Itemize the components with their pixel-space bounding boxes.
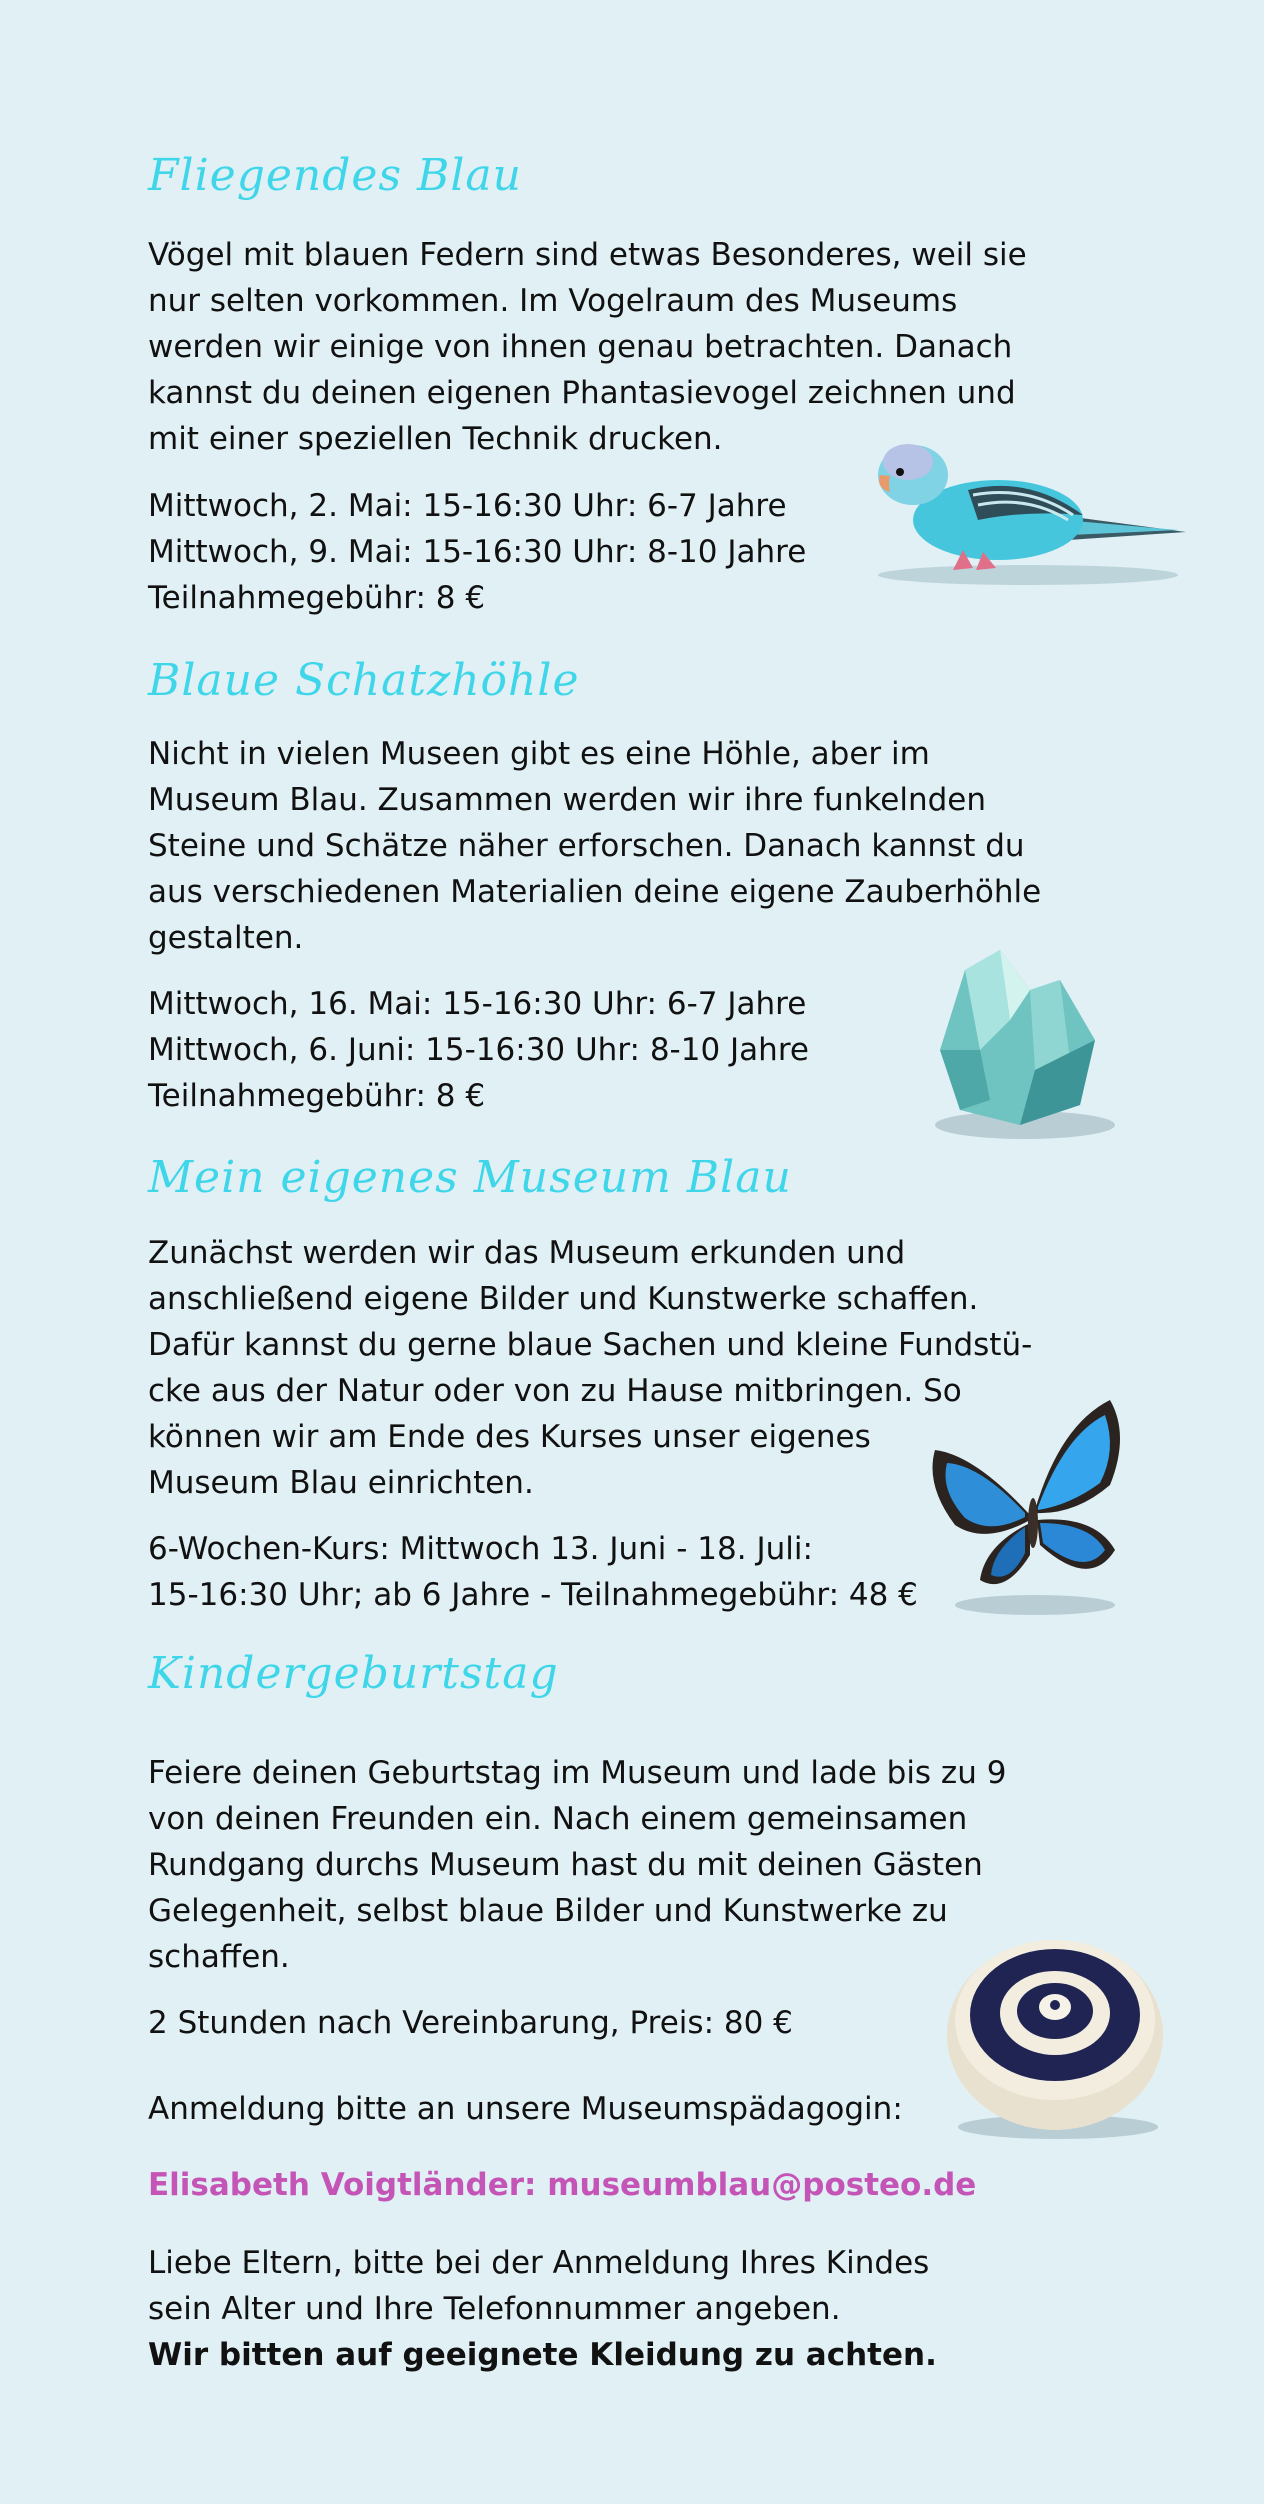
detail-line: Mittwoch, 9. Mai: 15-16:30 Uhr: 8-10 Jahre	[148, 534, 807, 570]
body-line: Dafür kannst du gerne blaue Sachen und kleine Fundstü-	[148, 1327, 1033, 1363]
note-bold-line: Wir bitten auf geeignete Kleidung zu achten.	[148, 2337, 937, 2373]
body-line: Vögel mit blauen Federn sind etwas Besonderes, weil sie	[148, 237, 1027, 273]
section-details-mein-eigenes-museum-blau	[148, 1526, 1048, 1618]
section-title-fliegendes-blau: Fliegendes Blau	[148, 150, 523, 201]
body-line: anschließend eigene Bilder und Kunstwerke schaffen.	[148, 1281, 979, 1317]
body-line: nur selten vorkommen. Im Vogelraum des Museums	[148, 283, 958, 319]
registration-intro	[148, 2086, 1048, 2132]
section-title-kindergeburtstag: Kindergeburtstag	[148, 1648, 559, 1699]
body-line: Gelegenheit, selbst blaue Bilder und Kunstwerke zu	[148, 1893, 948, 1929]
detail-line: 6-Wochen-Kurs: Mittwoch 13. Juni - 18. Juli:	[148, 1531, 813, 1567]
detail-line: Mittwoch, 16. Mai: 15-16:30 Uhr: 6-7 Jahre	[148, 986, 807, 1022]
body-line: Feiere deinen Geburtstag im Museum und lade bis zu 9	[148, 1755, 1007, 1791]
section-body-blaue-schatzhoehle	[148, 731, 1048, 961]
section-body-kindergeburtstag	[148, 1750, 1048, 1980]
body-line: mit einer speziellen Technik drucken.	[148, 421, 723, 457]
body-line: Steine und Schätze näher erforschen. Danach kannst du	[148, 828, 1025, 864]
registration-note	[148, 2240, 1048, 2378]
section-title-mein-eigenes-museum-blau: Mein eigenes Museum Blau	[148, 1152, 792, 1203]
registration-contact[interactable]: Elisabeth Voigtländer: museumblau@posteo.de	[148, 2167, 977, 2203]
body-line: von deinen Freunden ein. Nach einem gemeinsamen	[148, 1801, 968, 1837]
note-line: Liebe Eltern, bitte bei der Anmeldung Ihres Kindes	[148, 2245, 930, 2281]
body-line: Zunächst werden wir das Museum erkunden und	[148, 1235, 906, 1271]
body-line: gestalten.	[148, 920, 304, 956]
crystal-icon	[910, 930, 1120, 1150]
body-line: Nicht in vielen Museen gibt es eine Höhle, aber im	[148, 736, 930, 772]
section-body-mein-eigenes-museum-blau	[148, 1230, 1048, 1506]
section-details-kindergeburtstag	[148, 2000, 1048, 2046]
detail-line: Mittwoch, 6. Juni: 15-16:30 Uhr: 8-10 Jahre	[148, 1032, 809, 1068]
body-line: Rundgang durchs Museum hast du mit deinen Gästen	[148, 1847, 983, 1883]
budgie-bird-icon	[858, 420, 1188, 600]
body-line: können wir am Ende des Kurses unser eigenes	[148, 1419, 871, 1455]
body-line: werden wir einige von ihnen genau betrachten. Danach	[148, 329, 1013, 365]
detail-line: 2 Stunden nach Vereinbarung, Preis: 80 €	[148, 2005, 793, 2041]
body-line: aus verschiedenen Materialien deine eigene Zauberhöhle	[148, 874, 1042, 910]
detail-line: Teilnahmegebühr: 8 €	[148, 580, 486, 616]
detail-line: Mittwoch, 2. Mai: 15-16:30 Uhr: 6-7 Jahre	[148, 488, 787, 524]
body-line: schaffen.	[148, 1939, 290, 1975]
body-line: Museum Blau. Zusammen werden wir ihre funkelnden	[148, 782, 987, 818]
body-line: Museum Blau einrichten.	[148, 1465, 534, 1501]
body-line: cke aus der Natur oder von zu Hause mitbringen. So	[148, 1373, 962, 1409]
registration-intro-text: Anmeldung bitte an unsere Museumspädagogin:	[148, 2091, 903, 2127]
body-line: kannst du deinen eigenen Phantasievogel zeichnen und	[148, 375, 1016, 411]
detail-line: Teilnahmegebühr: 8 €	[148, 1078, 486, 1114]
butterfly-icon	[925, 1395, 1140, 1625]
section-title-blaue-schatzhoehle: Blaue Schatzhöhle	[148, 655, 580, 706]
note-line: sein Alter und Ihre Telefonnummer angeben.	[148, 2291, 841, 2327]
detail-line: 15-16:30 Uhr; ab 6 Jahre - Teilnahmegebühr: 48 €	[148, 1577, 918, 1613]
